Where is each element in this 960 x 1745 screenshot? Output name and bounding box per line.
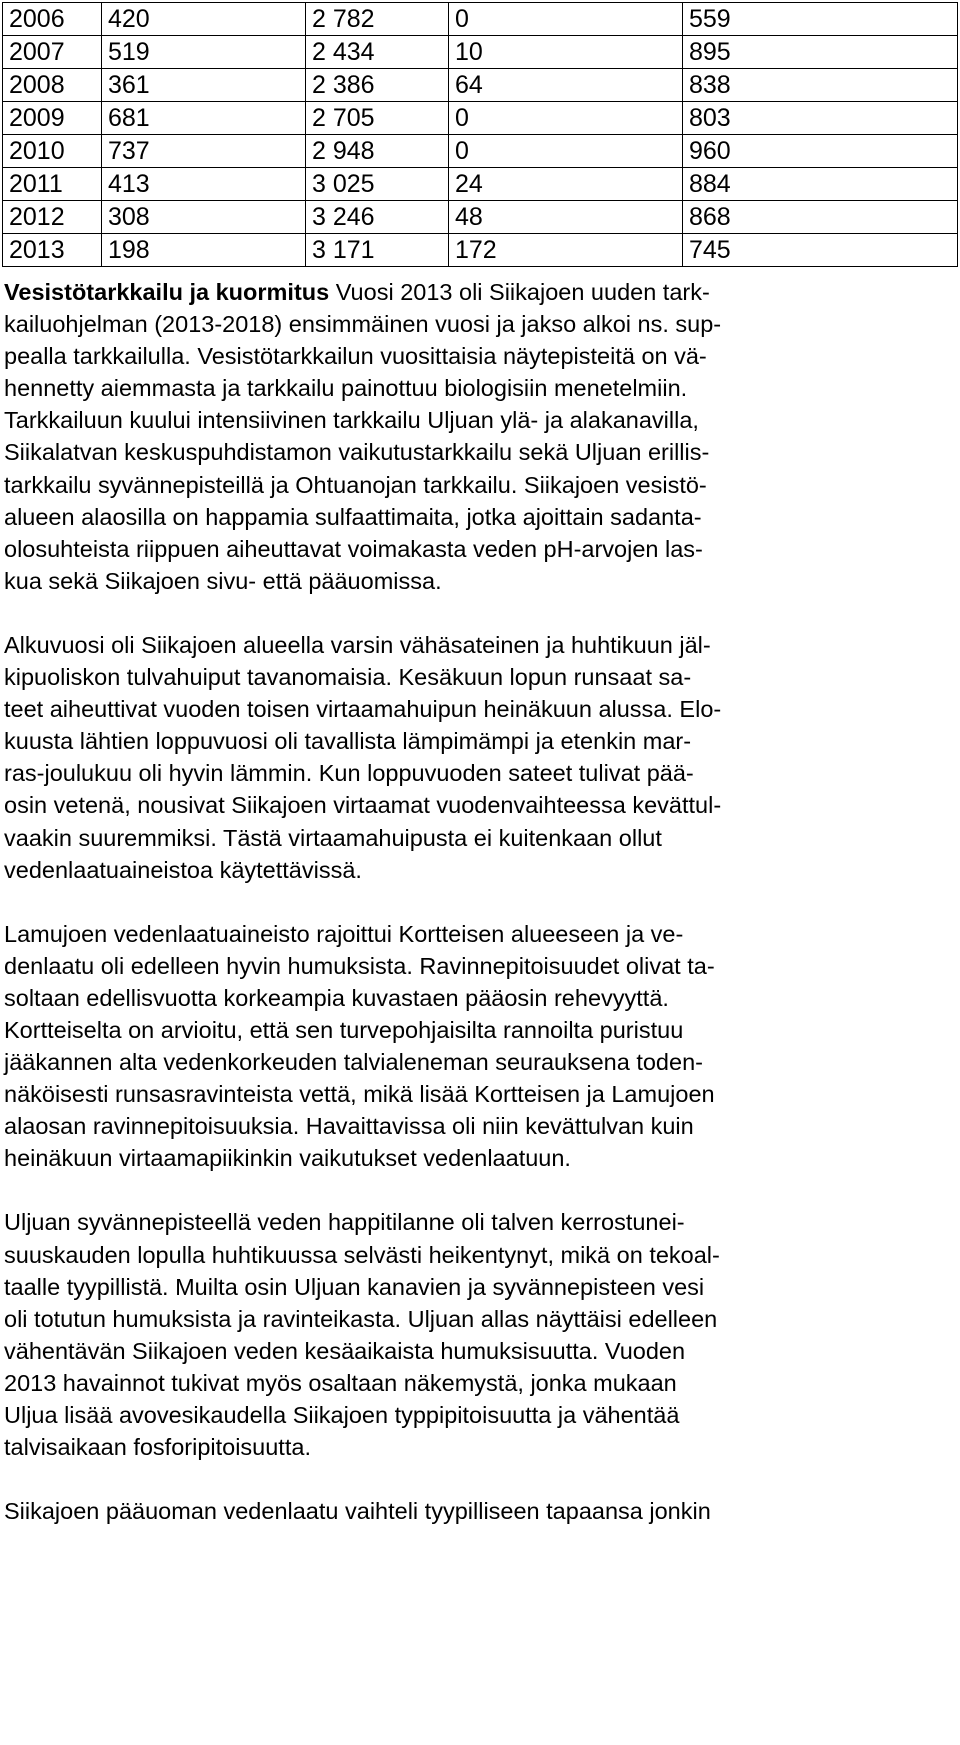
table-cell: 868 [683,201,958,234]
text-line: heinäkuun virtaamapiikinkin vaikutukset vedenlaatuun. [4,1145,571,1172]
table-cell: 3 025 [306,168,449,201]
text-line: osin vetenä, nousivat Siikajoen virtaamat vuodenvaihteessa kevättul- [4,792,722,819]
table-cell: 0 [449,3,683,36]
table-cell: 745 [683,234,958,267]
table-cell: 2 948 [306,135,449,168]
text-line: Alkuvuosi oli Siikajoen alueella varsin vähäsateinen ja huhtikuun jäl- [4,631,711,658]
text-line: Siikajoen pääuoman vedenlaatu vaihteli tyypilliseen tapaansa jonkin [4,1498,711,1525]
table-cell: 413 [102,168,306,201]
body-text [4,276,956,1559]
text-line: Siikalatvan keskuspuhdistamon vaikutustarkkailu sekä Uljuan erillis- [4,439,710,466]
text-line: olosuhteista riippuen aiheuttavat voimakasta veden pH-arvojen las- [4,535,703,562]
paragraph [4,276,956,597]
table-row [3,234,958,267]
text-line: suuskauden lopulla huhtikuussa selvästi heikentynyt, mikä on tekoal- [4,1241,720,1268]
table-cell: 2009 [3,102,102,135]
table-cell: 0 [449,102,683,135]
data-table [2,2,958,267]
line-text: Vuosi 2013 oli Siikajoen uuden tark- [329,279,710,305]
table-cell: 2013 [3,234,102,267]
table-cell: 803 [683,102,958,135]
table-cell: 838 [683,69,958,102]
text-line: näköisesti runsasravinteista vettä, mikä lisää Kortteisen ja Lamujoen [4,1081,715,1108]
table-row [3,69,958,102]
table-row [3,102,958,135]
table-cell: 64 [449,69,683,102]
table-cell: 2007 [3,36,102,69]
text-line: kipuoliskon tulvahuiput tavanomaisia. Kesäkuun lopun runsaat sa- [4,664,692,691]
table-cell: 2012 [3,201,102,234]
table-cell: 0 [449,135,683,168]
table-cell: 172 [449,234,683,267]
text-line: kailuohjelman (2013-2018) ensimmäinen vuosi ja jakso alkoi ns. sup- [4,311,722,338]
table-cell: 960 [683,135,958,168]
text-line: ras-joulukuu oli hyvin lämmin. Kun loppuvuoden sateet tulivat pää- [4,760,694,787]
text-line: vedenlaatuaineistoa käytettävissä. [4,856,362,883]
text-line [4,276,956,308]
table-cell: 2008 [3,69,102,102]
text-line: oli totutun humuksista ja ravinteikasta. Uljuan allas näyttäisi edelleen [4,1305,718,1332]
text-line: vaakin suuremmiksi. Tästä virtaamahuipusta ei kuitenkaan ollut [4,824,662,851]
table-cell: 519 [102,36,306,69]
table-cell: 2 386 [306,69,449,102]
table-cell: 2 434 [306,36,449,69]
text-line: Kortteiselta on arvioitu, että sen turvepohjaisilta rannoilta puristuu [4,1016,684,1043]
table-cell: 2006 [3,3,102,36]
text-line: soltaan edellisvuotta korkeampia kuvastaen pääosin rehevyyttä. [4,984,669,1011]
table-cell: 2011 [3,168,102,201]
table-cell: 24 [449,168,683,201]
table-cell: 48 [449,201,683,234]
text-line: alueen alaosilla on happamia sulfaattimaita, jotka ajoittain sadanta- [4,503,702,530]
table-row [3,36,958,69]
text-line: vähentävän Siikajoen veden kesäaikaista humuksisuutta. Vuoden [4,1337,686,1364]
section-heading: Vesistötarkkailu ja kuormitus [4,279,330,305]
table-cell: 361 [102,69,306,102]
paragraph [4,629,956,886]
paragraph [4,918,956,1175]
text-line: Tarkkailuun kuului intensiivinen tarkkailu Uljuan ylä- ja alakanavilla, [4,407,699,434]
table-cell: 3 246 [306,201,449,234]
text-line: 2013 havainnot tukivat myös osaltaan näkemystä, jonka mukaan [4,1369,677,1396]
paragraph [4,1495,956,1527]
table-row [3,168,958,201]
table-cell: 559 [683,3,958,36]
table-row [3,135,958,168]
table-row [3,201,958,234]
text-line: alaosan ravinnepitoisuuksia. Havaittavissa oli niin kevättulvan kuin [4,1113,694,1140]
text-line: tarkkailu syvännepisteillä ja Ohtuanojan tarkkailu. Siikajoen vesistö- [4,471,707,498]
text-line: hennetty aiemmasta ja tarkkailu painottuu biologisiin menetelmiin. [4,375,688,402]
text-line: kua sekä Siikajoen sivu- että pääuomissa. [4,567,442,594]
text-line: taalle tyypillistä. Muilta osin Uljuan kanavien ja syvännepisteen vesi [4,1273,705,1300]
paragraph [4,1206,956,1463]
table-cell: 884 [683,168,958,201]
text-line: Lamujoen vedenlaatuaineisto rajoittui Kortteisen alueeseen ja ve- [4,920,684,947]
table-cell: 198 [102,234,306,267]
text-line: denlaatu oli edelleen hyvin humuksista. Ravinnepitoisuudet olivat ta- [4,952,715,979]
text-line: teet aiheuttivat vuoden toisen virtaamahuipun heinäkuun alussa. Elo- [4,696,722,723]
text-line: Uljuan syvännepisteellä veden happitilanne oli talven kerrostunei- [4,1209,685,1236]
text-line: Uljua lisää avovesikaudella Siikajoen typpipitoisuutta ja vähentää [4,1402,680,1428]
table-cell: 10 [449,36,683,69]
text-line: kuusta lähtien loppuvuosi oli tavallista lämpimämpi ja etenkin mar- [4,728,692,755]
table-cell: 681 [102,102,306,135]
table-cell: 2 705 [306,102,449,135]
text-line: pealla tarkkailulla. Vesistötarkkailun vuosittaisia näytepisteitä on vä- [4,343,707,370]
table-cell: 895 [683,36,958,69]
table-cell: 420 [102,3,306,36]
text-line: jääkannen alta vedenkorkeuden talvialeneman seurauksena toden- [4,1049,703,1076]
table-cell: 3 171 [306,234,449,267]
table-cell: 2 782 [306,3,449,36]
table-cell: 737 [102,135,306,168]
table-row [3,3,958,36]
text-line: talvisaikaan fosforipitoisuutta. [4,1434,311,1461]
table-cell: 308 [102,201,306,234]
table-cell: 2010 [3,135,102,168]
